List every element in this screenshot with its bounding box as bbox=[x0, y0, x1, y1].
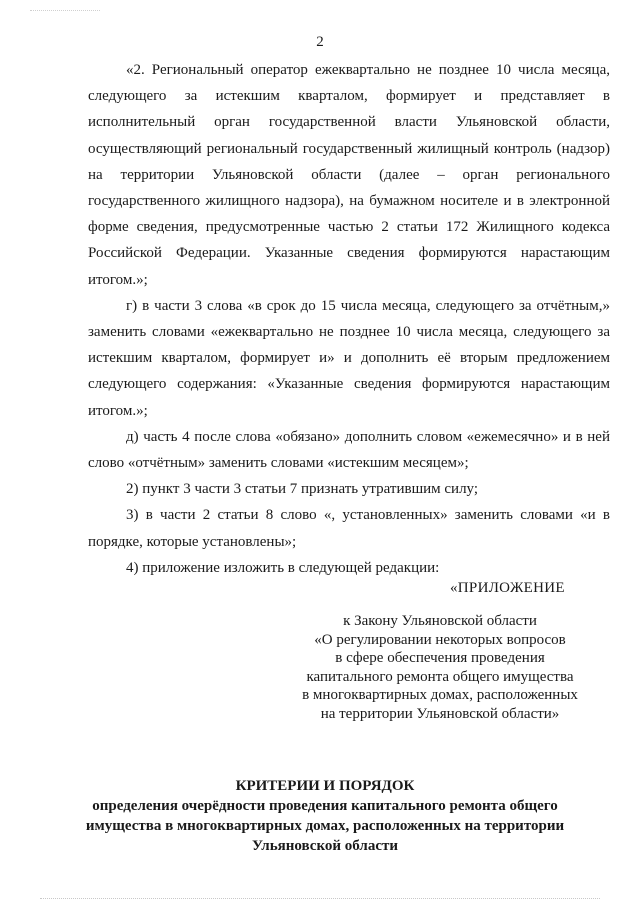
paragraph-item-g: г) в части 3 слова «в срок до 15 числа месяца, следующего за отчётным,» заменить словами «ежеквартально не позднее 10 числа месяца, следующего за истекшим кварталом, формирует и» и дополнить её вторым предложением следующего содержания: «Указанные сведения формируются нарастающим итогом.»; bbox=[88, 297, 610, 419]
law-amendment-text bbox=[88, 57, 610, 581]
appendix-ref-line: к Закону Ульяновской области bbox=[343, 613, 537, 629]
paragraph-item-4: 4) приложение изложить в следующей редакции: bbox=[126, 559, 440, 576]
criteria-subtitle-line: Ульяновской области bbox=[251, 838, 399, 854]
criteria-subtitle-line: имущества в многоквартирных домах, расположенных на территории bbox=[85, 818, 565, 834]
criteria-title: КРИТЕРИИ И ПОРЯДОК bbox=[235, 778, 415, 794]
appendix-ref-line: капитального ремонта общего имущества bbox=[306, 668, 574, 685]
page-number: 2 bbox=[316, 34, 324, 50]
paragraph-item-d: д) часть 4 после слова «обязано» дополнить словом «ежемесячно» и в ней слово «отчётным» заменить словами «истекшим месяцем»; bbox=[88, 428, 610, 472]
appendix-reference bbox=[290, 612, 590, 724]
paragraph-regional-operator: «2. Региональный оператор ежеквартально не позднее 10 числа месяца, следующего за истекшим кварталом, формирует и представляет в исполнительный орган государственной власти Ульяновской области, осуществляющий региональный государственный жилищный контроль (надзор) на территории Ульяновской области (далее – орган регионального государственного жилищного надзора), на бумажном носителе и в электронной форме сведения, предусмотренные частью 2 статьи 172 Жилищного кодекса Российской Федерации. Указанные сведения формируются нарастающим итогом.»; bbox=[88, 62, 610, 288]
paragraph-item-3: 3) в части 2 статьи 8 слово «, установленных» заменить словами «и в порядке, которые установлены»; bbox=[88, 507, 610, 550]
scan-artifact bbox=[30, 10, 100, 12]
criteria-subtitle-line: определения очерёдности проведения капитального ремонта общего bbox=[92, 798, 558, 814]
appendix-ref-line: в многоквартирных домах, расположенных bbox=[302, 687, 578, 704]
criteria-section-title bbox=[60, 776, 590, 856]
scan-artifact bbox=[40, 898, 600, 901]
appendix-ref-line: на территории Ульяновской области» bbox=[320, 705, 560, 722]
paragraph-item-2: 2) пункт 3 части 3 статьи 7 признать утратившим силу; bbox=[126, 481, 479, 498]
appendix-heading: «ПРИЛОЖЕНИЕ bbox=[450, 580, 565, 596]
appendix-ref-line: «О регулировании некоторых вопросов bbox=[314, 631, 566, 648]
appendix-ref-line: в сфере обеспечения проведения bbox=[335, 650, 545, 667]
